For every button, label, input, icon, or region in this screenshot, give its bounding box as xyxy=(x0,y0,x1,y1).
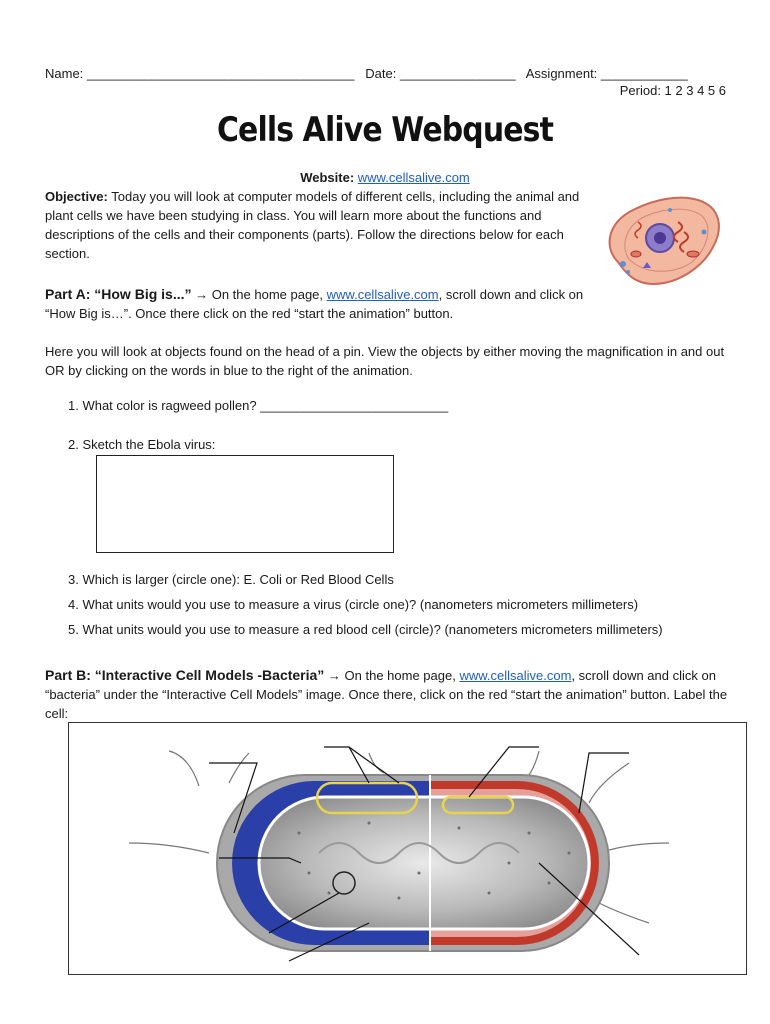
part-a-heading: Part A: “How Big is...” xyxy=(45,286,192,302)
part-b-heading: Part B: “Interactive Cell Models -Bacteria” xyxy=(45,667,325,683)
website-link[interactable]: www.cellsalive.com xyxy=(357,170,470,185)
header-fields xyxy=(45,66,735,81)
date-field[interactable]: Date: ________________ xyxy=(365,66,516,81)
sketch-answer-box[interactable] xyxy=(96,455,394,553)
page-title: Cells Alive Webquest xyxy=(216,110,554,150)
part-a-intro: Here you will look at objects found on the head of a pin. View the objects by either moving the magnification in and out OR by clicking on the words in blue to the right of the animation. xyxy=(45,344,725,378)
bacteria-cell-diagram xyxy=(69,723,746,974)
objective-label: Objective: xyxy=(45,189,108,204)
part-b-text-1: → On the home page, xyxy=(324,668,460,683)
question-2: 2. Sketch the Ebola virus: xyxy=(68,437,216,452)
animal-cell-illustration xyxy=(598,192,726,288)
part-b-paragraph xyxy=(45,666,735,723)
website-line xyxy=(0,170,770,185)
objective-text: Today you will look at computer models of different cells, including the animal and plant cells we have been studying in class. You will learn more about the functions and descriptions of the cells and their components (parts). Follow the directions below for each section. xyxy=(45,189,580,261)
question-5: 5. What units would you use to measure a red blood cell (circle)? (nanometers micrometers millimeters) xyxy=(68,622,663,637)
assignment-field[interactable]: Assignment: ____________ xyxy=(525,66,688,81)
question-4: 4. What units would you use to measure a virus (circle one)? (nanometers micrometers millimeters) xyxy=(68,597,639,612)
objective-paragraph xyxy=(45,187,605,263)
period-options: Period: 1 2 3 4 5 6 xyxy=(619,83,726,98)
website-label: Website: xyxy=(300,170,355,185)
bacteria-diagram-box xyxy=(68,722,747,975)
part-a-link[interactable]: www.cellsalive.com xyxy=(326,287,439,302)
question-3: 3. Which is larger (circle one): E. Coli or Red Blood Cells xyxy=(68,572,394,587)
question-1: 1. What color is ragweed pollen? __________________________ xyxy=(68,398,449,413)
name-field[interactable]: Name: _____________________________________ xyxy=(45,66,355,81)
part-a-text-2: , scroll down and click on “How Big is…”. Once there click on the red “start the animation” button. xyxy=(45,287,584,321)
part-a-paragraph xyxy=(45,285,605,323)
part-b-text-2: , scroll down and click on “bacteria” under the “Interactive Cell Models” image. Once there, click on the red “start the animation” button. Label the cell: xyxy=(45,668,728,721)
part-a-text-1: → On the home page, xyxy=(191,287,327,302)
part-b-link[interactable]: www.cellsalive.com xyxy=(459,668,572,683)
